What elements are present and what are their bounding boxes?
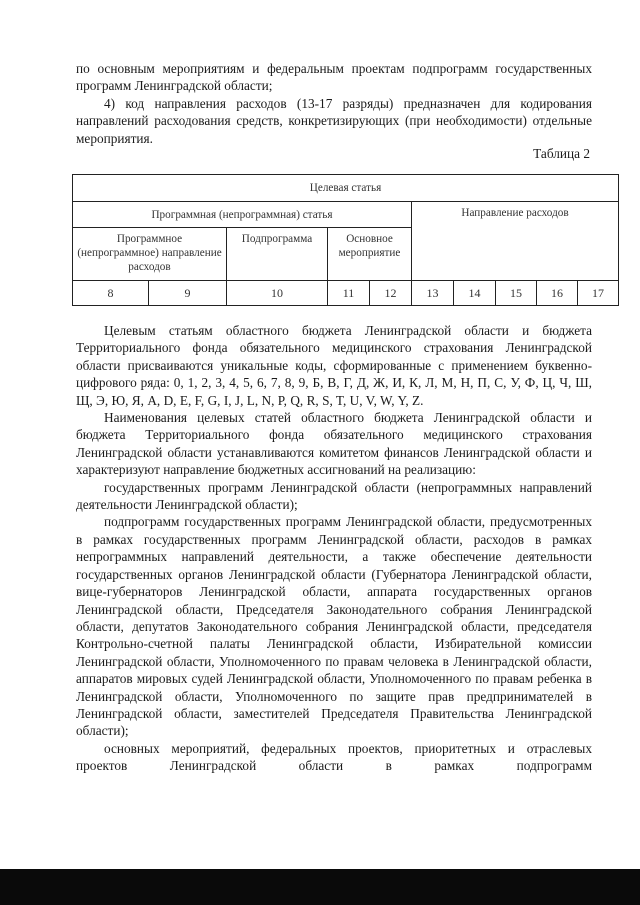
body-paragraph-1: Целевым статьям областного бюджета Ленинградской области и бюджета Территориального фонда обязательного медицинского страхования Ленинградской области присваиваются уникальные коды, сформированные с применением буквенно-цифрового ряда: 0, 1, 2, 3, 4, 5, 6, 7, 8, 9, Б, В, Г, Д, Ж, И, К, Л, М, Н, П, С, У, Ф, Ц, Ч, Ш, Щ, Э, Ю, Я, A, D, E, F, G, I, J, L, N, P, Q, R, S, T, U, V, W, Y, Z. <box>76 323 592 408</box>
code-structure-table <box>72 174 619 306</box>
body-paragraph-4: подпрограмм государственных программ Ленинградской области, предусмотренных в рамках государственных программ Ленинградской области, расходов в рамках непрограммных направлений деятельности, а также обеспечение деятельности государственных органов Ленинградской области (Губернатора Ленинградской области, вице-губернаторов Ленинградской области, аппарата государственных органов Ленинградской области, Председателя Законодательного собрания Ленинградской области, депутатов Законодательного собрания Ленинградской области, председателя Контрольно-счетной палаты Ленинградской области, Избирательной комиссии Ленинградской области, Уполномоченного по правам человека в Ленинградской области, аппаратов мировых судей Ленинградской области, Уполномоченного по правам ребенка в Ленинградской области, Уполномоченного по защите прав предпринимателей в Ленинградской области, заместителей Председателя Правительства Ленинградской области); <box>76 514 592 739</box>
header-expense-direction: Направление расходов <box>412 202 619 281</box>
body-paragraph-5: основных мероприятий, федеральных проектов, приоритетных и отраслевых проектов Ленинградской области в рамках подпрограмм <box>76 740 592 774</box>
digit-cell: 12 <box>370 281 412 306</box>
scan-border <box>0 869 640 905</box>
digit-cell: 13 <box>412 281 454 306</box>
body-paragraph-3: государственных программ Ленинградской области (непрограммных направлений деятельности Ленинградской области); <box>76 479 592 513</box>
intro-text <box>76 60 592 147</box>
digit-cell: 8 <box>73 281 149 306</box>
table-caption: Таблица 2 <box>533 146 590 161</box>
digit-cell: 17 <box>578 281 619 306</box>
header-program-direction: Программное (непрограммное) направление расходов <box>73 228 227 281</box>
body-text <box>76 322 592 775</box>
digit-cell: 16 <box>537 281 578 306</box>
intro-paragraph-1: по основным мероприятиям и федеральным проектам подпрограмм государственных программ Ленинградской области; <box>76 61 592 94</box>
body-paragraph-2: Наименования целевых статей областного бюджета Ленинградской области и бюджета Территориального фонда обязательного медицинского страхования Ленинградской области устанавливаются комитетом финансов Ленинградской области и характеризуют направление бюджетных ассигнований на реализацию: <box>76 410 592 478</box>
digit-cell: 11 <box>328 281 370 306</box>
digit-cell: 10 <box>227 281 328 306</box>
header-target-article: Целевая статья <box>73 175 619 202</box>
intro-paragraph-2: 4) код направления расходов (13-17 разряды) предназначен для кодирования направлений расходования средств, конкретизирующих (при необходимости) отдельные мероприятия. <box>76 95 592 146</box>
header-subprogram: Подпрограмма <box>227 228 328 281</box>
header-main-event: Основное мероприятие <box>328 228 412 281</box>
digit-cell: 9 <box>149 281 227 306</box>
header-program-article: Программная (непрограммная) статья <box>73 202 412 228</box>
digit-cell: 14 <box>454 281 496 306</box>
digit-cell: 15 <box>496 281 537 306</box>
